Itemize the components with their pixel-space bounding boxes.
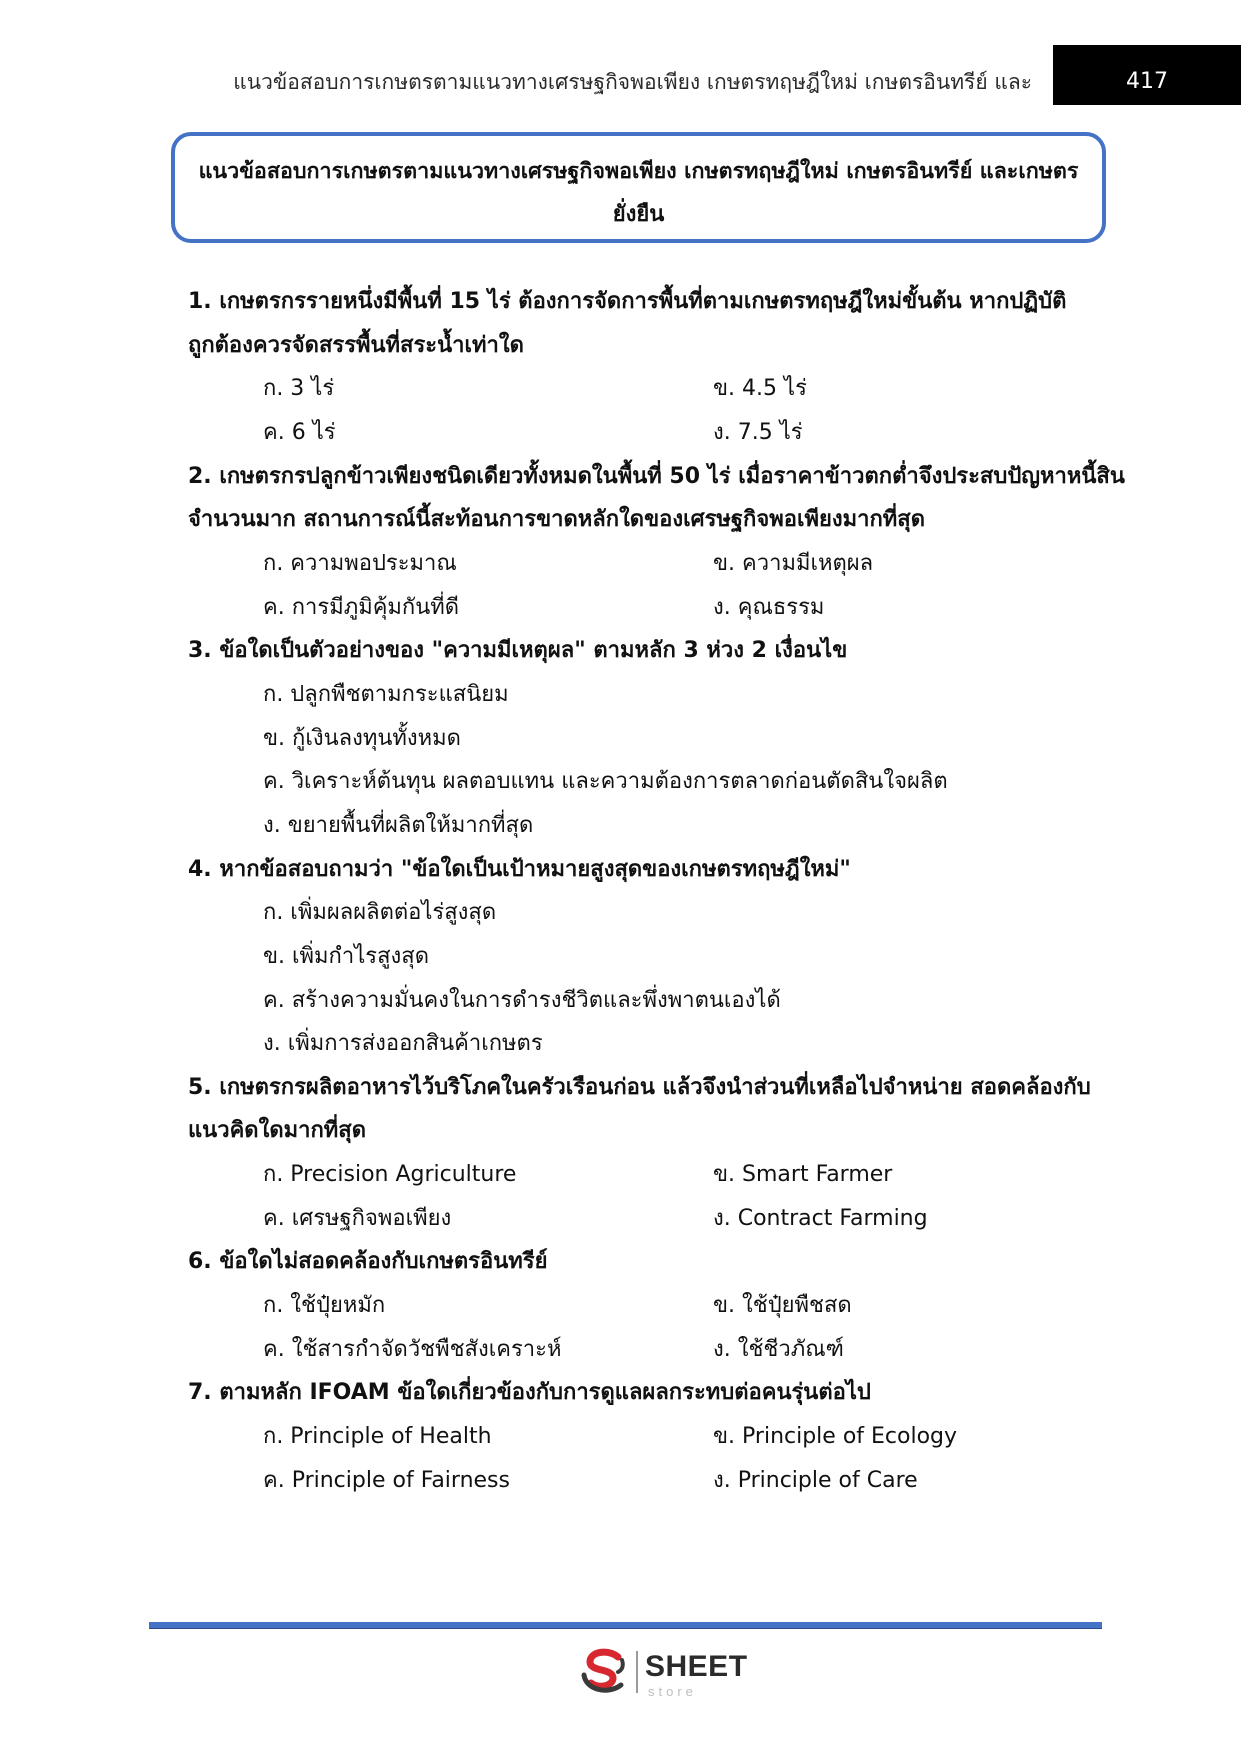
question-text-line: แนวคิดใดมากที่สุด [188,1118,366,1144]
answer-option-b: ข. กู้เงินลงทุนทั้งหมด [263,725,461,751]
answer-option-c: ค. การมีภูมิคุ้มกันที่ดี [263,594,460,620]
answer-option-a: ก. ใช้ปุ๋ยหมัก [263,1293,386,1319]
page-number-box [1053,45,1241,105]
question-text: หากข้อสอบถามว่า "ข้อใดเป็นเป้าหมายสูงสุดของเกษตรทฤษฎีใหม่" [219,856,851,882]
answer-option-d: ง. เพิ่มการส่งออกสินค้าเกษตร [263,1031,543,1057]
question-text: ตามหลัก IFOAM ข้อใดเกี่ยวข้องกับการดูแลผลกระทบต่อคนรุ่นต่อไป [219,1380,871,1406]
answer-option-b: ข. ใช้ปุ๋ยพืชสด [713,1293,852,1319]
question-5 [188,1066,1188,1241]
question-text: ข้อใดไม่สอดคล้องกับเกษตรอินทรีย์ [219,1249,548,1275]
answer-options-row [188,673,1188,717]
answer-options-row [188,979,1188,1023]
question-list [188,280,1188,1502]
question-number: 6. [188,1249,212,1275]
section-title-line: ยั่งยืน [612,202,665,227]
question-text: เกษตรกรรายหนึ่งมีพื้นที่ 15 ไร่ ต้องการจัดการพื้นที่ตามเกษตรทฤษฎีใหม่ขั้นต้น หากปฏิบัติ [219,289,1067,314]
question-number: 1. [188,289,212,314]
logo-wordmark: SHEET [645,1650,748,1683]
logo-divider [636,1651,638,1693]
question-text: เกษตรกรปลูกข้าวเพียงชนิดเดียวทั้งหมดในพื้นที่ 50 ไร่ เมื่อราคาข้าวตกต่ำจึงประสบปัญหาหนี้สิน [219,463,1125,489]
question-3 [188,629,1188,847]
question-1 [188,280,1188,455]
answer-options-row [188,1284,1188,1328]
running-header-title: แนวข้อสอบการเกษตรตามแนวทางเศรษฐกิจพอเพียง เกษตรทฤษฎีใหม่ เกษตรอินทรีย์ และ [233,70,1032,94]
question-text-line [188,1240,1128,1284]
question-text-line [188,1066,1128,1110]
answer-options-row [188,891,1188,935]
answer-options-row [188,367,1188,411]
question-number: 3. [188,638,212,664]
answer-option-a: ก. ปลูกพืชตามกระแสนิยม [263,681,509,707]
answer-option-b: ข. 4.5 ไร่ [713,376,807,402]
answer-options-row [188,542,1188,586]
answer-option-b: ข. Principle of Ecology [713,1424,958,1450]
answer-option-d: ง. ขยายพื้นที่ผลิตให้มากที่สุด [263,812,534,838]
question-text-line [188,280,1128,324]
answer-options-row [188,586,1188,630]
answer-options-row [188,1022,1188,1066]
answer-option-b: ข. เพิ่มกำไรสูงสุด [263,943,429,969]
answer-options-row [188,411,1188,455]
answer-option-a: ก. Principle of Health [263,1424,492,1450]
answer-option-c: ค. สร้างความมั่นคงในการดำรงชีวิตและพึ่งพาตนเองได้ [263,987,781,1013]
question-number: 4. [188,856,212,882]
answer-option-d: ง. 7.5 ไร่ [713,419,803,445]
answer-option-a: ก. Precision Agriculture [263,1162,517,1188]
answer-options-row [188,804,1188,848]
question-6 [188,1240,1188,1371]
answer-options-row [188,935,1188,979]
answer-option-c: ค. Principle of Fairness [263,1467,510,1493]
answer-option-a: ก. 3 ไร่ [263,376,335,402]
answer-option-b: ข. ความมีเหตุผล [713,550,874,576]
question-7 [188,1371,1188,1502]
answer-option-b: ข. Smart Farmer [713,1162,893,1188]
answer-option-c: ค. วิเคราะห์ต้นทุน ผลตอบแทน และความต้องการตลาดก่อนตัดสินใจผลิต [263,769,948,795]
answer-options-row [188,1459,1188,1503]
answer-option-c: ค. 6 ไร่ [263,419,336,445]
logo-tagline: store [648,1684,697,1699]
answer-options-row [188,1328,1188,1372]
question-text-line [188,455,1128,499]
question-2 [188,455,1188,630]
footer-rule [149,1622,1102,1629]
answer-option-a: ก. เพิ่มผลผลิตต่อไร่สูงสุด [263,900,497,926]
answer-option-d: ง. ใช้ชีวภัณฑ์ [713,1336,844,1362]
question-text-line: จำนวนมาก สถานการณ์นี้สะท้อนการขาดหลักใดของเศรษฐกิจพอเพียงมากที่สุด [188,507,925,533]
answer-option-d: ง. คุณธรรม [713,594,825,620]
sheet-store-s-logo-icon [578,1646,628,1696]
question-text: เกษตรกรผลิตอาหารไว้บริโภคในครัวเรือนก่อน แล้วจึงนำส่วนที่เหลือไปจำหน่าย สอดคล้องกับ [219,1074,1091,1100]
answer-option-c: ค. เศรษฐกิจพอเพียง [263,1205,452,1231]
question-4 [188,848,1188,1066]
question-text: ข้อใดเป็นตัวอย่างของ "ความมีเหตุผล" ตามหลัก 3 ห่วง 2 เงื่อนไข [219,638,848,664]
answer-options-row [188,717,1188,761]
question-text-line [188,848,1128,892]
answer-options-row [188,1415,1188,1459]
question-number: 7. [188,1380,212,1406]
question-text-line: ถูกต้องควรจัดสรรพื้นที่สระน้ำเท่าใด [188,332,524,358]
question-number: 5. [188,1074,212,1100]
question-text-line [188,1371,1128,1415]
question-number: 2. [188,463,212,489]
answer-options-row [188,1197,1188,1241]
answer-options-row [188,1153,1188,1197]
answer-option-d: ง. Principle of Care [713,1467,918,1493]
question-text-line [188,629,1128,673]
section-title-line: แนวข้อสอบการเกษตรตามแนวทางเศรษฐกิจพอเพียง เกษตรทฤษฎีใหม่ เกษตรอินทรีย์ และเกษตร [198,159,1079,184]
answer-option-c: ค. ใช้สารกำจัดวัชพืชสังเคราะห์ [263,1336,562,1362]
page-number: 417 [1126,69,1168,94]
answer-options-row [188,760,1188,804]
answer-option-a: ก. ความพอประมาณ [263,550,457,576]
answer-option-d: ง. Contract Farming [713,1205,928,1231]
section-title-box [171,132,1106,243]
